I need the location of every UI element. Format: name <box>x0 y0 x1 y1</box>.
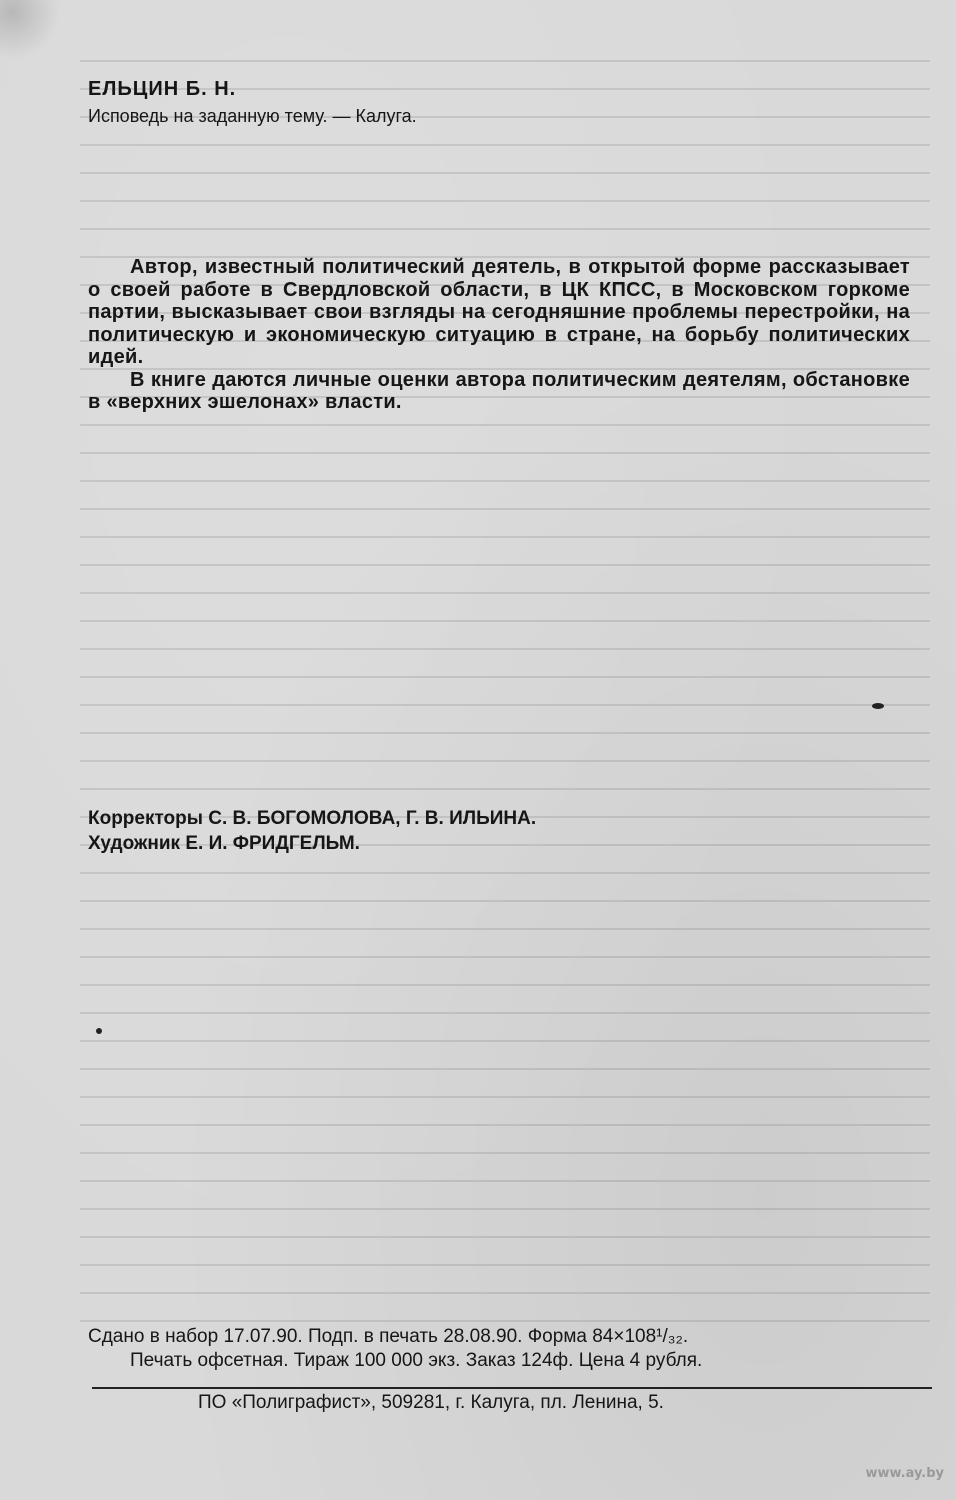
imprint-line-2: Печать офсетная. Тираж 100 000 экз. Заказ 124ф. Цена 4 рубля. <box>130 1350 703 1371</box>
site-watermark: www.ay.by <box>865 1466 944 1481</box>
annotation-paragraph-2: В книге даются личные оценки автора политическим деятелям, обстановке в «верхних эшелонах» власти. <box>88 368 910 413</box>
correctors-line: Корректоры С. В. БОГОМОЛОВА, Г. В. ИЛЬИНА. <box>88 808 537 829</box>
publisher-address: ПО «Полиграфист», 509281, г. Калуга, пл. Ленина, 5. <box>198 1392 664 1413</box>
author-name: ЕЛЬЦИН Б. Н. <box>88 78 237 100</box>
annotation-paragraph-1: Автор, известный политический деятель, в открытой форме рассказывает о своей работе в Свердловской области, в ЦК КПСС, в Московском горкоме партии, высказывает свои взгляды на сегодняшние проблемы перестройки, на политическую и экономическую ситуацию в стране, на борьбу политических идей. <box>88 256 910 368</box>
book-title-line: Исповедь на заданную тему. — Калуга. <box>88 106 417 126</box>
divider-rule <box>92 1387 932 1389</box>
imprint-block <box>88 1325 938 1373</box>
corner-smudge <box>0 0 60 60</box>
imprint-line-1: Сдано в набор 17.07.90. Подп. в печать 28.08.90. Форма 84×108¹/₃₂. <box>88 1326 689 1347</box>
artist-line: Художник Е. И. ФРИДГЕЛЬМ. <box>88 833 360 854</box>
ink-speck <box>96 1028 102 1034</box>
ink-speck <box>872 703 884 709</box>
annotation <box>88 256 910 414</box>
credits <box>88 806 536 856</box>
